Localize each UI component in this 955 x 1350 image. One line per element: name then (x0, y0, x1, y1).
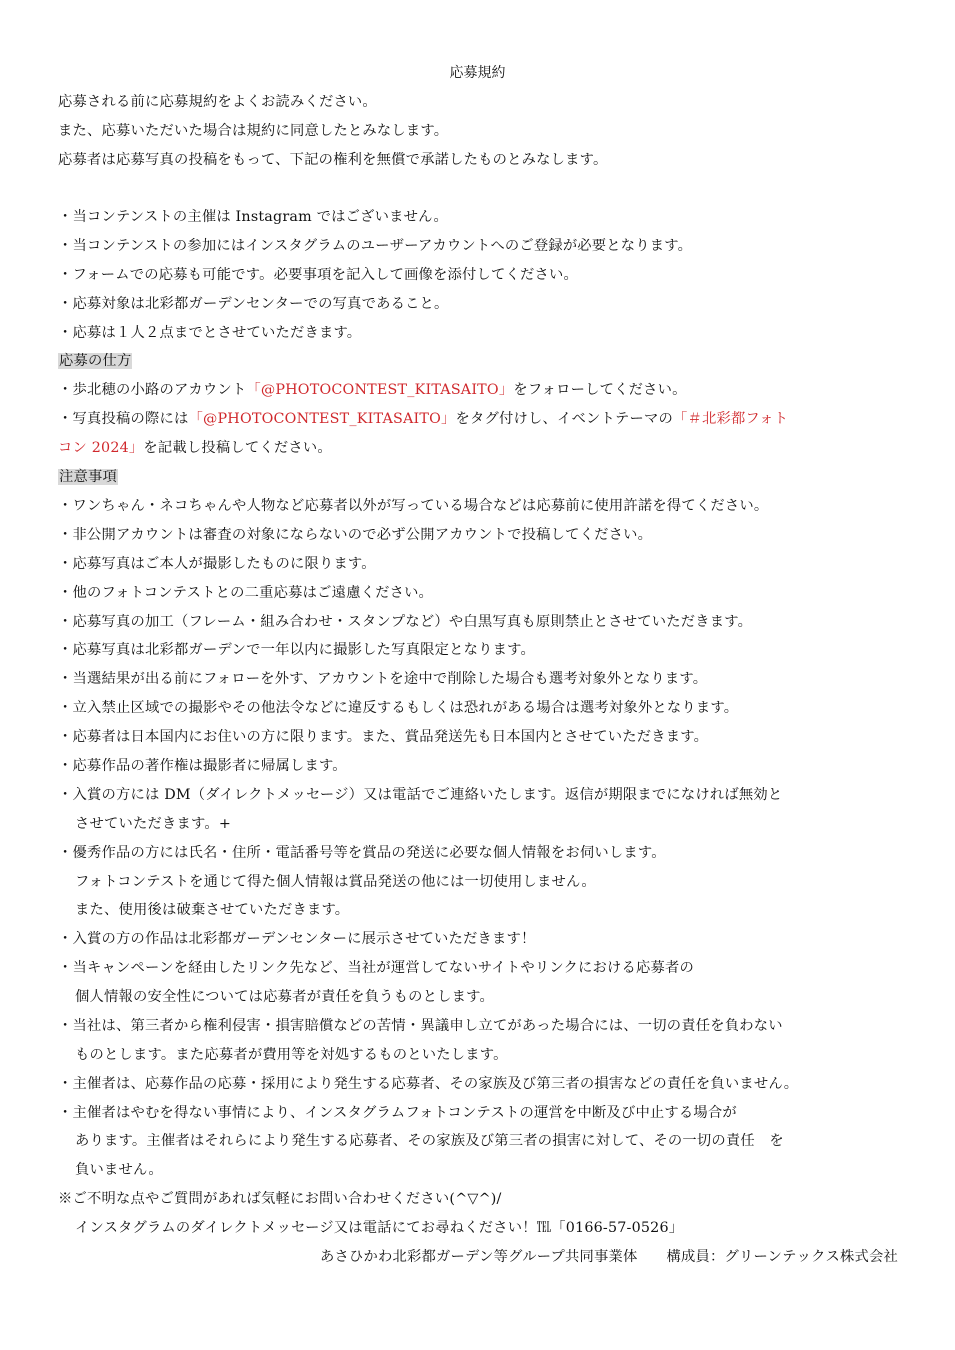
contact-note: ※ご不明な点やご質問があれば気軽にお問い合わせください(^▽^)/ (58, 1191, 502, 1207)
note-line-cont: また、使用後は破棄させていただきます。 (75, 902, 350, 918)
note-line: ・入賞の方には DM（ダイレクトメッセージ）又は電話でご連絡いたします。返信が期限までになければ無効と (58, 787, 783, 803)
note-line-cont: あります。主催者はそれらにより発生する応募者、その家族及び第三者の損害に対して、その一切の責任 を (75, 1133, 784, 1149)
note-line-cont: ものとします。また応募者が費用等を対処するものといたします。 (75, 1047, 508, 1063)
event-hashtag: 「＃北彩都フォト (672, 411, 789, 427)
note-line-cont: させていただきます。+ (75, 816, 232, 832)
note-line: ・入賞の方の作品は北彩都ガーデンセンターに展示させていただきます！ (58, 931, 536, 947)
general-rule: ・応募は１人２点までとさせていただきます。 (58, 325, 362, 341)
note-line-cont: 個人情報の安全性については応募者が責任を負うものとします。 (75, 989, 494, 1005)
how-to-line (58, 409, 788, 429)
note-line: ・応募写真は北彩都ガーデンで一年以内に撮影した写真限定となります。 (58, 642, 535, 658)
text: ・歩北穂の小路のアカウント (58, 382, 247, 398)
text: ・写真投稿の際には (58, 411, 189, 427)
note-line: ・主催者は、応募作品の応募・採用により発生する応募者、その家族及び第三者の損害などの責任を負いません。 (58, 1076, 799, 1092)
note-line: ・応募写真はご本人が撮影したものに限ります。 (58, 556, 376, 572)
page-title: 応募規約 (449, 65, 506, 81)
general-rule: ・当コンテンストの主催は Instagram ではございません。 (58, 209, 448, 225)
general-rule: ・当コンテンストの参加にはインスタグラムのユーザーアカウントへのご登録が必要となります。 (58, 238, 693, 254)
note-line: ・ワンちゃん・ネコちゃんや人物など応募者以外が写っている場合などは応募前に使用許諾を得てください。 (58, 498, 769, 514)
note-line: ・当キャンペーンを経由したリンク先など、当社が運営してないサイトやリンクにおける応募者の (58, 960, 694, 976)
note-line: ・応募者は日本国内にお住いの方に限ります。また、賞品発送先も日本国内とさせていただきます。 (58, 729, 709, 745)
text: を記載し投稿してください。 (143, 440, 332, 456)
note-line: ・応募写真の加工（フレーム・組み合わせ・スタンプなど）や白黒写真も原則禁止とさせていただきます。 (58, 614, 753, 630)
contact-phone: インスタグラムのダイレクトメッセージ又は電話にてお尋ねください！℡「0166-57-0526」 (75, 1220, 684, 1236)
text: をタグ付けし、イベントテーマの (455, 411, 673, 427)
event-hashtag: コン 2024」 (58, 440, 144, 456)
note-line: ・主催者はやむを得ない事情により、インスタグラムフォトコンテストの運営を中断及び中止する場合が (58, 1105, 737, 1121)
instagram-account: 「@PHOTOCONTEST_KITASAITO」 (188, 411, 456, 427)
note-line: ・立入禁止区域での撮影やその他法令などに違反するもしくは恐れがある場合は選考対象外となります。 (58, 700, 739, 716)
general-rule: ・フォームでの応募も可能です。必要事項を記入して画像を添付してください。 (58, 267, 579, 283)
intro-line: 応募者は応募写真の投稿をもって、下記の権利を無償で承諾したものとみなします。 (58, 152, 608, 168)
note-line: ・非公開アカウントは審査の対象にならないので必ず公開アカウントで投稿してください。 (58, 527, 653, 543)
instagram-account: 「@PHOTOCONTEST_KITASAITO」 (246, 382, 514, 398)
how-to-line (58, 438, 332, 458)
note-line-cont: 負いません。 (75, 1162, 163, 1178)
section-heading-notes (58, 467, 118, 487)
note-line: ・他のフォトコンテストとの二重応募はご遠慮ください。 (58, 585, 434, 601)
note-line: ・優秀作品の方には氏名・住所・電話番号等を賞品の発送に必要な個人情報をお伺いします。 (58, 845, 666, 861)
note-line: ・応募作品の著作権は撮影者に帰属します。 (58, 758, 347, 774)
intro-line: 応募される前に応募規約をよくお読みください。 (58, 94, 377, 110)
how-to-line (58, 380, 687, 400)
section-heading-how-to (58, 351, 132, 371)
note-line-cont: フォトコンテストを通じて得た個人情報は賞品発送の他には一切使用しません。 (75, 874, 596, 890)
text: をフォローしてください。 (513, 382, 687, 398)
how-to-heading: 応募の仕方 (59, 353, 132, 369)
note-line: ・当社は、第三者から権利侵害・損害賠償などの苦情・異議申し立てがあった場合には、一切の責任を負わない (58, 1018, 783, 1034)
general-rule: ・応募対象は北彩都ガーデンセンターでの写真であること。 (58, 296, 449, 312)
note-line: ・当選結果が出る前にフォローを外す、アカウントを途中で削除した場合も選考対象外となります。 (58, 671, 708, 687)
intro-line: また、応募いただいた場合は規約に同意したとみなします。 (58, 123, 449, 139)
notes-heading: 注意事項 (59, 469, 117, 485)
organizer-credit: あさひかわ北彩都ガーデン等グループ共同事業体 構成員：グリーンテックス株式会社 (319, 1249, 898, 1265)
